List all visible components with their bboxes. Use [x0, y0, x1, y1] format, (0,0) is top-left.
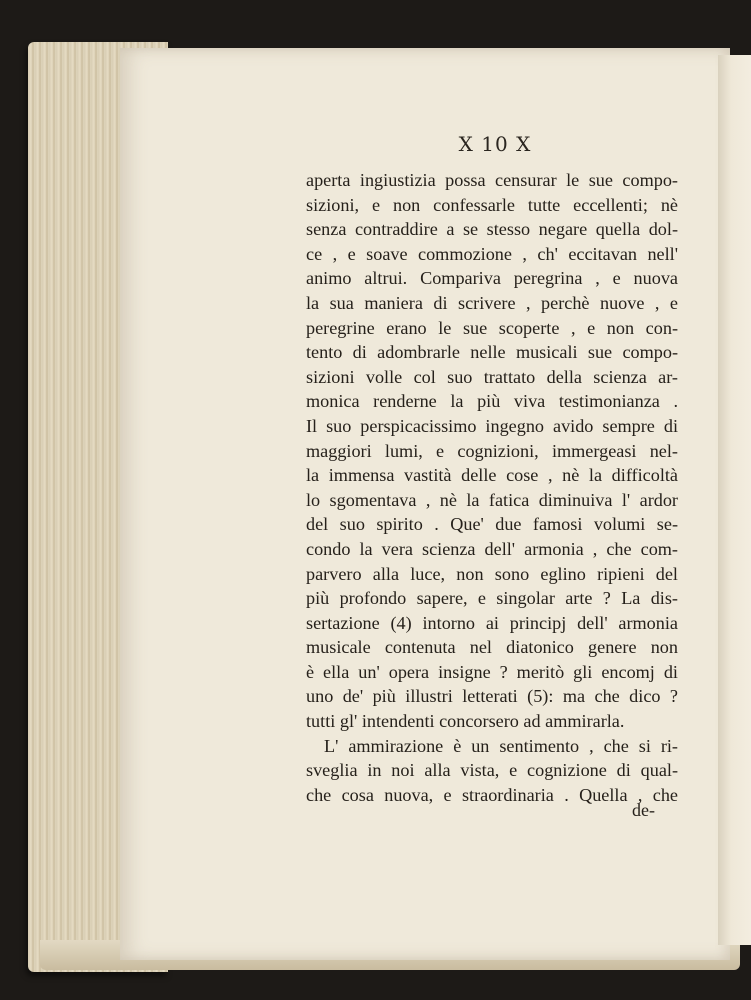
- text-line: sizioni, e non confessarle tutte eccellenti; nè: [306, 194, 678, 215]
- text-line: tutti gl' intendenti concorsero ad ammirarla.: [306, 711, 625, 732]
- text-line: del suo spirito . Que' due famosi volumi se-: [306, 514, 678, 535]
- text-line: animo altrui. Compariva peregrina , e nuova: [306, 268, 678, 289]
- text-line: sveglia in noi alla vista, e cognizione di qual-: [306, 760, 678, 781]
- text-line: condo la vera scienza dell' armonia , che com-: [306, 538, 678, 559]
- body-text: [306, 168, 678, 807]
- facing-page-edge: [718, 55, 751, 945]
- text-line: uno de' più illustri letterati (5): ma che dico ?: [306, 686, 678, 707]
- text-line: aperta ingiustizia possa censurar le sue compo-: [306, 170, 678, 190]
- text-line: monica renderne la più viva testimonianza .: [306, 391, 678, 412]
- text-line: che cosa nuova, e straordinaria . Quella , che: [306, 784, 678, 805]
- text-line: ce , e soave commozione , ch' eccitavan nell': [306, 243, 678, 264]
- text-line: musicale contenuta nel diatonico genere non: [306, 637, 678, 658]
- text-line: Il suo perspicacissimo ingegno avido sempre di: [306, 415, 678, 436]
- text-line: la immensa vastità delle cose , nè la difficoltà: [306, 465, 678, 486]
- text-line: peregrine erano le sue scoperte , e non con-: [306, 317, 678, 338]
- text-line: la sua maniera di scrivere , perchè nuove , e: [306, 292, 678, 313]
- text-line: parvero alla luce, non sono eglino ripieni del: [306, 563, 678, 584]
- text-line: maggiori lumi, e cognizioni, immergeasi nel-: [306, 440, 678, 461]
- text-line: sertazione (4) intorno ai principj dell' armonia: [306, 612, 678, 633]
- page-number: X 10 X: [458, 132, 532, 156]
- text-line: L' ammirazione è un sentimento , che si ri-: [324, 735, 678, 756]
- text-line: lo sgomentava , nè la fatica diminuiva l' ardor: [306, 489, 678, 510]
- text-line: sizioni volle col suo trattato della scienza ar-: [306, 366, 678, 387]
- text-line: più profondo sapere, e singolar arte ? La dis-: [306, 588, 678, 609]
- text-line: è ella un' opera insigne ? meritò gli encomj di: [306, 661, 678, 682]
- text-line: senza contraddire a se stesso negare quella dol-: [306, 219, 678, 240]
- text-line: tento di adombrarle nelle musicali sue compo-: [306, 342, 678, 363]
- catchword: de-: [632, 800, 655, 820]
